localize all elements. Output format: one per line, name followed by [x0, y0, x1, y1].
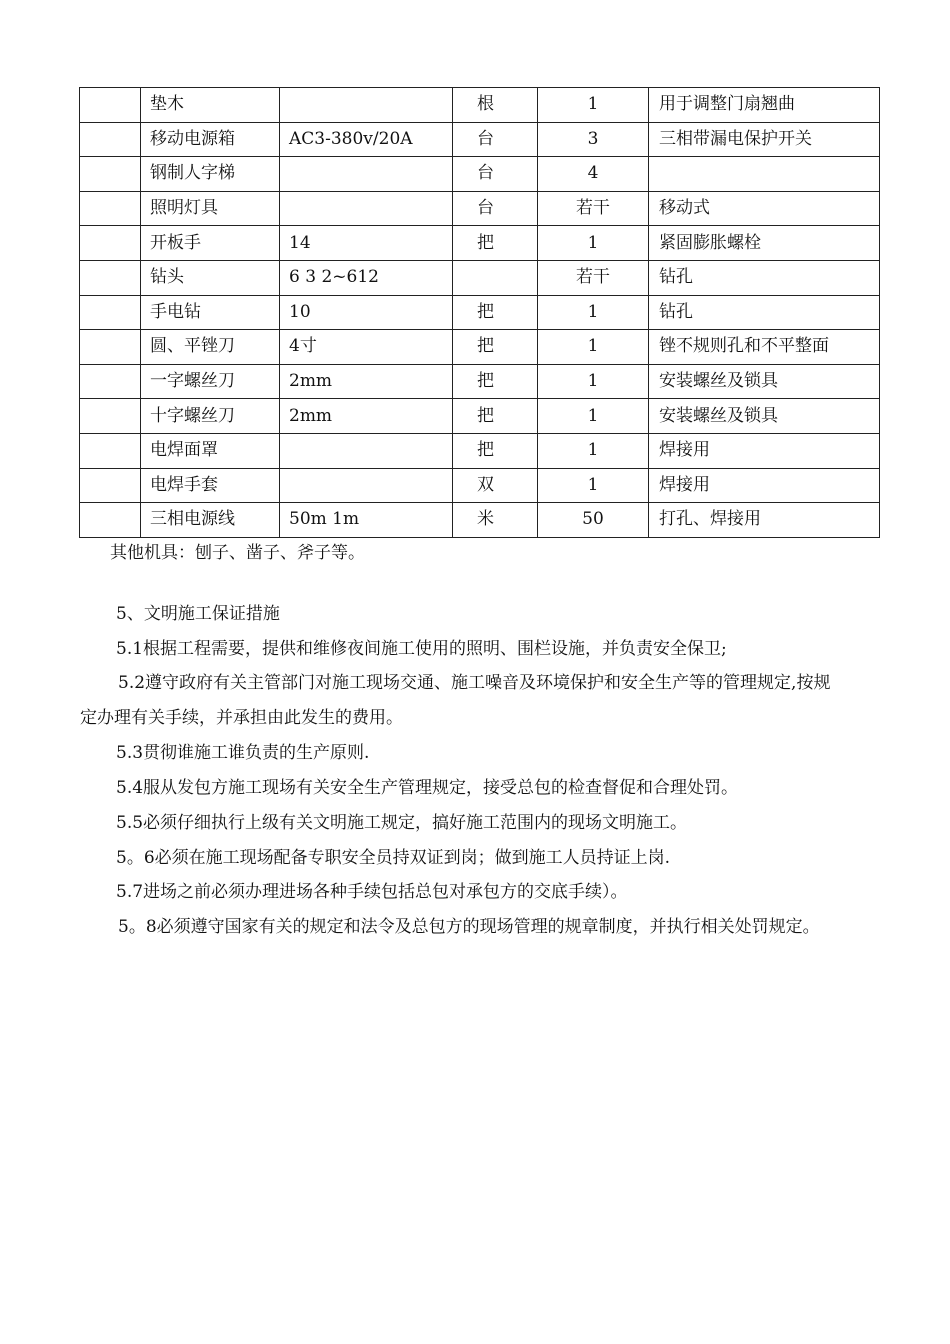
tool-name-cell: 照明灯具: [141, 191, 280, 226]
table-row: [80, 157, 880, 192]
table-row: [80, 364, 880, 399]
tool-purpose-cell: 三相带漏电保护开关: [649, 122, 880, 157]
measure-item-continuation: 定办理有关手续，并承担由此发生的费用。: [80, 708, 403, 728]
tool-purpose-cell: 钻孔: [649, 295, 880, 330]
tool-purpose-cell: 紧固膨胀螺栓: [649, 226, 880, 261]
table-row: [80, 191, 880, 226]
tool-spec-cell: [280, 157, 453, 192]
tool-name-cell: 垫木: [141, 88, 280, 123]
tool-name-cell: 移动电源箱: [141, 122, 280, 157]
tool-unit-cell: [453, 260, 538, 295]
table-row: [80, 88, 880, 123]
tool-unit-cell: 把: [453, 295, 538, 330]
table-row: [80, 226, 880, 261]
table-row: [80, 433, 880, 468]
tool-name-cell: 十字螺丝刀: [141, 399, 280, 434]
tool-spec-cell: [280, 433, 453, 468]
table-row: [80, 330, 880, 365]
tool-name-cell: 开板手: [141, 226, 280, 261]
tool-purpose-cell: [649, 157, 880, 192]
tool-unit-cell: 把: [453, 364, 538, 399]
row-index-cell: [80, 330, 141, 365]
tools-table-body: [80, 88, 880, 538]
tool-spec-cell: [280, 88, 453, 123]
tool-name-cell: 圆、平锉刀: [141, 330, 280, 365]
tool-quantity-cell: 4: [538, 157, 649, 192]
tool-spec-cell: [280, 468, 453, 503]
tool-unit-cell: 把: [453, 226, 538, 261]
tool-purpose-cell: 移动式: [649, 191, 880, 226]
tool-quantity-cell: 50: [538, 503, 649, 538]
tool-purpose-cell: 焊接用: [649, 433, 880, 468]
measure-item: 5.4服从发包方施工现场有关安全生产管理规定，接受总包的检查督促和合理处罚。: [116, 778, 739, 798]
measure-item: 5.3贯彻谁施工谁负责的生产原则.: [116, 743, 370, 763]
row-index-cell: [80, 433, 141, 468]
tool-purpose-cell: 钻孔: [649, 260, 880, 295]
tool-unit-cell: 把: [453, 330, 538, 365]
section-heading: 5、文明施工保证措施: [116, 604, 280, 624]
measure-item: 5.5必须仔细执行上级有关文明施工规定，搞好施工范围内的现场文明施工。: [116, 813, 688, 833]
table-row: [80, 468, 880, 503]
tool-spec-cell: 2mm: [280, 364, 453, 399]
tool-spec-cell: 2mm: [280, 399, 453, 434]
other-tools-note: 其他机具：刨子、凿子、斧子等。: [110, 543, 365, 563]
tool-quantity-cell: 1: [538, 330, 649, 365]
tool-quantity-cell: 若干: [538, 191, 649, 226]
tool-unit-cell: 台: [453, 191, 538, 226]
tool-spec-cell: 10: [280, 295, 453, 330]
tool-quantity-cell: 1: [538, 433, 649, 468]
tool-quantity-cell: 若干: [538, 260, 649, 295]
tool-unit-cell: 根: [453, 88, 538, 123]
row-index-cell: [80, 503, 141, 538]
tool-unit-cell: 米: [453, 503, 538, 538]
tool-purpose-cell: 用于调整门扇翘曲: [649, 88, 880, 123]
tool-name-cell: 三相电源线: [141, 503, 280, 538]
row-index-cell: [80, 260, 141, 295]
tool-quantity-cell: 1: [538, 295, 649, 330]
row-index-cell: [80, 157, 141, 192]
tool-purpose-cell: 安装螺丝及锁具: [649, 364, 880, 399]
tool-name-cell: 手电钻: [141, 295, 280, 330]
row-index-cell: [80, 191, 141, 226]
table-row: [80, 260, 880, 295]
table-row: [80, 399, 880, 434]
tool-purpose-cell: 打孔、焊接用: [649, 503, 880, 538]
tool-unit-cell: 把: [453, 433, 538, 468]
table-row: [80, 122, 880, 157]
tool-quantity-cell: 1: [538, 399, 649, 434]
tool-spec-cell: 4寸: [280, 330, 453, 365]
row-index-cell: [80, 295, 141, 330]
tool-unit-cell: 台: [453, 157, 538, 192]
tool-name-cell: 钻头: [141, 260, 280, 295]
tool-quantity-cell: 1: [538, 364, 649, 399]
tool-name-cell: 一字螺丝刀: [141, 364, 280, 399]
tool-unit-cell: 双: [453, 468, 538, 503]
row-index-cell: [80, 226, 141, 261]
tool-spec-cell: 14: [280, 226, 453, 261]
tool-purpose-cell: 焊接用: [649, 468, 880, 503]
tools-table: [79, 87, 880, 538]
table-row: [80, 295, 880, 330]
measure-item: 5.1根据工程需要，提供和维修夜间施工使用的照明、围栏设施，并负责安全保卫;: [116, 639, 727, 659]
tool-purpose-cell: 安装螺丝及锁具: [649, 399, 880, 434]
measure-item: 5.2遵守政府有关主管部门对施工现场交通、施工噪音及环境保护和安全生产等的管理规定,按规: [118, 673, 831, 693]
table-row: [80, 503, 880, 538]
measure-item: 5。8必须遵守国家有关的规定和法令及总包方的现场管理的规章制度，并执行相关处罚规定。: [118, 917, 820, 937]
row-index-cell: [80, 399, 141, 434]
tool-spec-cell: [280, 191, 453, 226]
tool-unit-cell: 把: [453, 399, 538, 434]
tool-quantity-cell: 1: [538, 88, 649, 123]
row-index-cell: [80, 468, 141, 503]
tool-name-cell: 钢制人字梯: [141, 157, 280, 192]
tool-name-cell: 电焊手套: [141, 468, 280, 503]
tool-unit-cell: 台: [453, 122, 538, 157]
tool-spec-cell: 50m 1m: [280, 503, 453, 538]
tool-spec-cell: 6 3 2~612: [280, 260, 453, 295]
row-index-cell: [80, 122, 141, 157]
tool-name-cell: 电焊面罩: [141, 433, 280, 468]
tool-spec-cell: AC3-380v/20A: [280, 122, 453, 157]
tool-purpose-cell: 锉不规则孔和不平整面: [649, 330, 880, 365]
tool-quantity-cell: 1: [538, 226, 649, 261]
measure-item: 5。6必须在施工现场配备专职安全员持双证到岗；做到施工人员持证上岗.: [116, 848, 671, 868]
tool-quantity-cell: 3: [538, 122, 649, 157]
measure-item: 5.7进场之前必须办理进场各种手续包括总包对承包方的交底手续）。: [116, 882, 628, 902]
row-index-cell: [80, 88, 141, 123]
tool-quantity-cell: 1: [538, 468, 649, 503]
row-index-cell: [80, 364, 141, 399]
